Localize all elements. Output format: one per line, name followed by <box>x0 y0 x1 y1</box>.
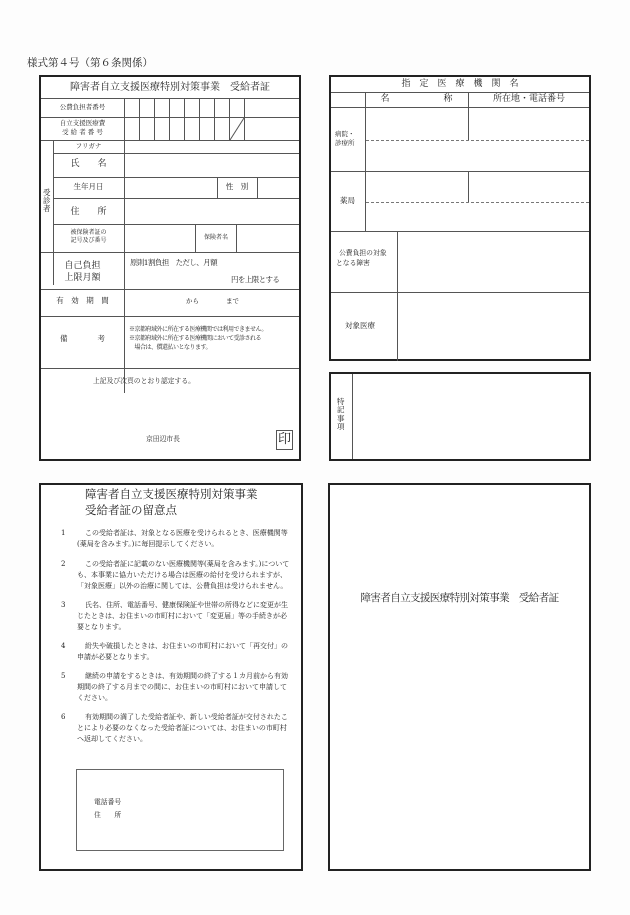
note-text: 有効期間の満了した受給者証や、新しい受給者証が交付されたことにより必要のなくなった受給者証については、お住まいの市町村へ返却してください。 <box>77 713 288 743</box>
notes-title-1: 障害者自立支援医療特別対策事業 <box>85 487 258 501</box>
cover-card <box>328 483 591 871</box>
patient-group-text: 受診者 <box>43 188 51 213</box>
note-item <box>61 671 293 704</box>
validity-from: から <box>186 297 199 305</box>
note-text: 継続の申請をするときは、有効期間の終了する１カ月前から有効期間の終了する月までの間に、お住まいの市町村において申請してください。 <box>77 672 288 702</box>
issuer-name: 京田辺市長 <box>146 435 180 443</box>
sex-label: 性 別 <box>225 182 249 191</box>
disability-label-1: 公費負担の対象 <box>339 249 387 257</box>
note-number: 1 <box>61 529 66 537</box>
note-number: 5 <box>61 672 66 680</box>
note-number: 2 <box>61 560 66 568</box>
certificate-card <box>39 75 301 461</box>
designated-institutions-card <box>329 75 591 361</box>
recipient-number-label-1: 自立支援医療費 <box>59 119 106 127</box>
insurance-card-label-2: 記号及び番号 <box>70 237 107 244</box>
furigana-field[interactable] <box>125 141 299 153</box>
disability-label-2: となる障害 <box>336 259 370 267</box>
note-item <box>61 559 293 592</box>
column-name-header: 名 称 <box>380 94 453 104</box>
birthdate-label: 生年月日 <box>73 182 104 191</box>
special-notes-text: 特記事項 <box>337 397 345 431</box>
institutions-title: 指 定 医 療 機 関 名 <box>401 79 519 89</box>
address-field[interactable] <box>125 199 299 224</box>
birthdate-field[interactable] <box>125 178 217 198</box>
note-text: 紛失や破損したときは、お住まいの市町村において「再交付」の申請が必要となります。 <box>77 642 288 661</box>
certification-text: 上記及び次頁のとおり認定する。 <box>93 377 195 385</box>
validity-to: まで <box>226 297 239 305</box>
remarks-label: 備 考 <box>60 334 105 343</box>
special-notes-label <box>337 398 347 431</box>
target-disability-field[interactable] <box>398 232 589 292</box>
public-payer-number-label: 公費負担者番号 <box>59 103 106 111</box>
note-text: この受給者証は、対象となる医療を受けられるとき、医療機関等(薬局を含みます。)に毎回提示してください。 <box>77 529 288 548</box>
note-item <box>61 641 293 663</box>
hospital-extra-field[interactable] <box>366 141 589 171</box>
remarks-line-2: ※京都府域外に所在する医療機関において受診される <box>129 335 262 342</box>
note-text: 氏名、住所、電話番号、健康保険証や世帯の所得などに変更が生じたときは、お住まいの市町村において「変更届」等の手続きが必要となります。 <box>77 601 288 631</box>
contact-address-label: 住 所 <box>94 811 122 819</box>
form-number-label: 様式第４号（第６条関係） <box>27 57 153 69</box>
special-notes-field[interactable] <box>353 374 589 459</box>
contact-box <box>76 769 284 851</box>
pharmacy-label: 薬局 <box>340 196 355 205</box>
note-number: 4 <box>61 642 66 650</box>
copay-text-1: 原則1割負担 ただし、月額 <box>130 258 217 267</box>
patient-group-label <box>43 189 52 213</box>
cover-title: 障害者自立支援医療特別対策事業 受給者証 <box>360 592 559 604</box>
copay-label-1: 自己負担 <box>64 261 101 271</box>
insurance-card-number-field[interactable] <box>125 225 195 251</box>
note-text: この受給者証に記載のない医療機関等(薬局を含みます。)についても、本事業に協力いただける場合は医療の給付を受けられますが、「対象医療」以外の治療に関しては、公費負担は受けられません。 <box>77 560 290 590</box>
hospital-label-1: 病院・ <box>335 130 355 138</box>
contact-phone-label: 電話番号 <box>94 798 122 806</box>
address-label: 住 所 <box>70 207 107 217</box>
copay-text-2: 円を上限とする <box>231 275 280 284</box>
certificate-title: 障害者自立支援医療特別対策事業 受給者証 <box>70 82 270 93</box>
slash-cell-mark <box>229 117 245 141</box>
pharmacy-location-field[interactable] <box>469 172 589 201</box>
recipient-number-label-2: 受 給 者 番 号 <box>62 128 103 136</box>
sex-field[interactable] <box>258 178 299 198</box>
notes-title-2: 受給者証の留意点 <box>85 503 177 517</box>
note-item <box>61 712 293 745</box>
name-label: 氏 名 <box>70 159 107 169</box>
remarks-line-1: ※京都府域外に所在する医療機関では利用できません。 <box>129 326 267 333</box>
remarks-line-3: 場合は、償還払いとなります。 <box>129 344 212 351</box>
note-number: 6 <box>61 713 66 721</box>
insurance-card-label-1: 被保険者証の <box>70 229 107 236</box>
hospital-location-field[interactable] <box>469 108 589 139</box>
note-item <box>61 528 293 550</box>
insurer-name-field[interactable] <box>237 225 299 251</box>
note-item <box>61 600 293 633</box>
notes-card <box>39 483 303 871</box>
insurer-name-label: 保険者名 <box>203 234 228 241</box>
hospital-name-field[interactable] <box>366 108 468 139</box>
target-medical-field[interactable] <box>398 293 589 359</box>
name-field[interactable] <box>125 154 299 177</box>
validity-label: 有 効 期 間 <box>56 296 109 305</box>
pharmacy-name-field[interactable] <box>366 172 468 201</box>
note-number: 3 <box>61 601 66 609</box>
furigana-label: フリガナ <box>75 142 102 150</box>
special-notes-card <box>329 372 591 461</box>
column-location-header: 所在地・電話番号 <box>492 94 565 104</box>
official-seal: 印 <box>276 430 293 450</box>
copay-label-2: 上限月額 <box>64 273 101 283</box>
hospital-label-2: 診療所 <box>335 139 355 147</box>
target-medical-label: 対象医療 <box>345 321 375 330</box>
